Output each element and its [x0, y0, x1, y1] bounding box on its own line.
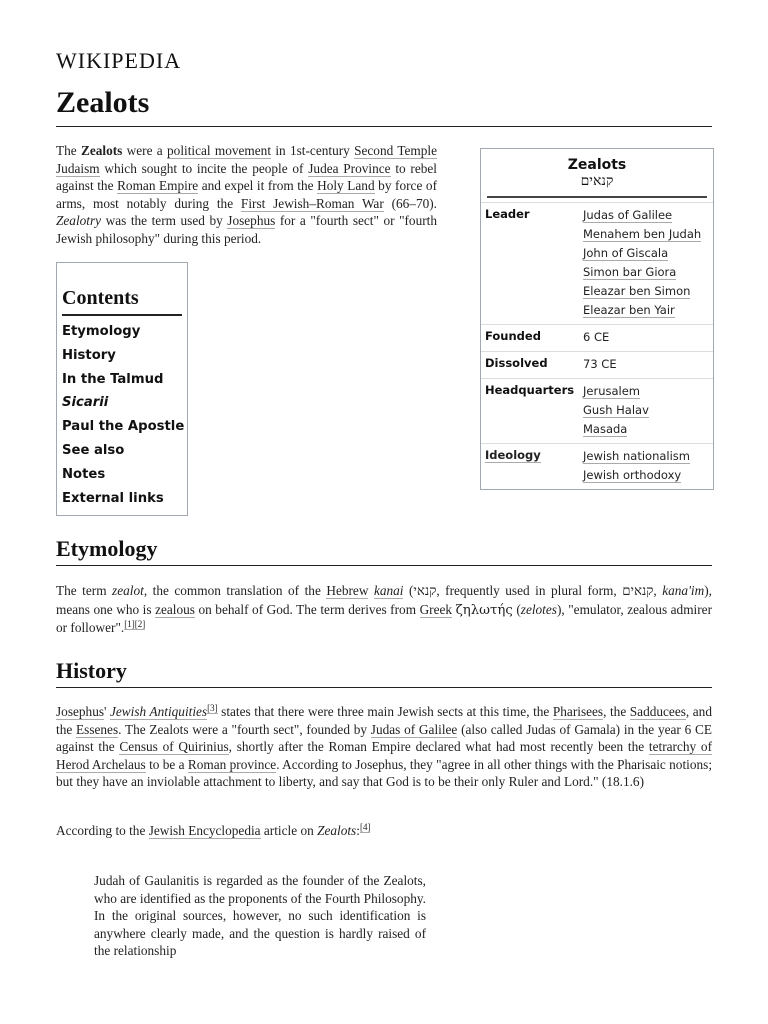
- infobox-row-dissolved: [481, 351, 713, 378]
- text: The term: [56, 583, 113, 598]
- infobox-link[interactable]: Masada: [583, 422, 628, 436]
- link-census-of-quirinius[interactable]: Census of Quirinius: [119, 739, 229, 754]
- text: ': [104, 704, 110, 719]
- history-intro-paragraph: [56, 822, 712, 840]
- italic-term: kana'im: [662, 583, 705, 598]
- text: , and the: [56, 704, 712, 737]
- infobox-value: 73 CE: [583, 357, 617, 371]
- link-pharisees[interactable]: Pharisees: [552, 704, 604, 719]
- section-divider: [56, 687, 712, 688]
- infobox-link[interactable]: Gush Halav: [583, 403, 649, 417]
- link-second-temple-judaism[interactable]: Second Temple Judaism: [56, 143, 437, 176]
- citation-link[interactable]: [4]: [359, 821, 371, 832]
- link-political-movement[interactable]: political movement: [167, 143, 272, 158]
- toc-item-see-also[interactable]: See also: [62, 442, 125, 458]
- link-tetrarchy-of-herod-archelaus[interactable]: tetrarchy of Herod Archelaus: [56, 739, 712, 772]
- bold-term: Zealots: [80, 143, 123, 158]
- infobox-link[interactable]: Jerusalem: [583, 384, 640, 398]
- citation-link[interactable]: [3]: [207, 702, 218, 713]
- text: were a: [122, 143, 168, 158]
- link-zealous[interactable]: zealous: [155, 601, 195, 617]
- infobox: [480, 148, 714, 490]
- title-divider: [56, 126, 712, 127]
- section-divider: [56, 565, 712, 566]
- text: article on: [260, 823, 318, 838]
- citation-link[interactable]: [1]: [124, 618, 135, 629]
- infobox-label: Headquarters: [485, 383, 575, 397]
- italic-term: Zealots: [317, 823, 357, 838]
- infobox-row-founded: [481, 324, 713, 351]
- text: (66–70).: [383, 195, 437, 211]
- link-roman-province[interactable]: Roman province: [187, 756, 277, 772]
- toc-title: Contents: [62, 287, 182, 316]
- infobox-value: 6 CE: [583, 330, 610, 344]
- infobox-link[interactable]: Judas of Galilee: [583, 208, 673, 222]
- greek-term: ζηλωτής: [455, 602, 513, 618]
- toc-item-history[interactable]: History: [62, 347, 116, 363]
- toc-item-etymology[interactable]: Etymology: [62, 324, 141, 339]
- text: was the term used by: [101, 213, 228, 228]
- italic-term: zelotes: [520, 601, 557, 617]
- hebrew-term: קנאי: [413, 584, 437, 599]
- table-of-contents: [56, 262, 188, 516]
- text: for a "fourth sect" or "fourth Jewish philosophy" during this period.: [56, 213, 437, 246]
- hebrew-term: קנאים: [622, 584, 654, 599]
- text: states that there were three main Jewish sects at this time, the: [217, 704, 553, 719]
- infobox-link[interactable]: Jewish orthodoxy: [583, 468, 682, 482]
- infobox-row-ideology: [481, 443, 713, 489]
- infobox-hebrew-subtitle: קנאים: [487, 173, 707, 198]
- infobox-label-link[interactable]: Ideology: [485, 448, 541, 462]
- link-jewish-antiquities[interactable]: Jewish Antiquities: [109, 704, 208, 719]
- text: on behalf of God. The term derives from: [194, 601, 420, 617]
- infobox-link[interactable]: Jewish nationalism: [583, 449, 690, 463]
- link-essenes[interactable]: Essenes: [76, 721, 119, 737]
- infobox-link[interactable]: Eleazar ben Yair: [583, 303, 675, 317]
- infobox-link[interactable]: Eleazar ben Simon: [583, 284, 691, 298]
- toc-item-sicarii[interactable]: Sicarii: [62, 395, 109, 411]
- text: :: [356, 823, 360, 838]
- text: , the: [603, 704, 630, 719]
- link-sadducees[interactable]: Sadducees: [629, 704, 686, 719]
- link-greek[interactable]: Greek: [419, 601, 453, 617]
- link-first-jewish-roman-war[interactable]: First Jewish–Roman War: [240, 195, 384, 211]
- wikipedia-wordmark[interactable]: WIKIPEDIA: [56, 48, 182, 73]
- citation-link[interactable]: [2]: [134, 618, 146, 629]
- page-title: Zealots: [56, 86, 150, 119]
- link-judea-province[interactable]: Judea Province: [308, 160, 391, 176]
- etymology-paragraph: [56, 582, 712, 637]
- infobox-link[interactable]: Menahem ben Judah: [583, 227, 702, 241]
- lead-paragraph: [56, 142, 437, 247]
- link-holy-land[interactable]: Holy Land: [317, 178, 375, 193]
- toc-item-notes[interactable]: Notes: [62, 466, 106, 482]
- text: According to the: [56, 823, 149, 838]
- text: to rebel against the: [56, 160, 437, 193]
- text: (also called Judas of Gamala) in the year 6 CE against the: [56, 721, 712, 754]
- infobox-link[interactable]: John of Giscala: [583, 246, 669, 260]
- italic-term: zealot: [112, 583, 144, 598]
- toc-item-external-links[interactable]: External links: [62, 490, 164, 506]
- block-quote: Judah of Gaulanitis is regarded as the founder of the Zealots, who are identified as the proponents of the Fourth Philosophy. In the original sources, however, no such identification is anywhere clearly made, and the question is hardly raised of the relationship: [94, 873, 426, 958]
- text: , shortly after the Roman Empire declared what had most recently been the: [228, 739, 649, 754]
- link-josephus[interactable]: Josephus: [227, 213, 276, 228]
- text: in 1st-century: [271, 143, 355, 158]
- text: (: [403, 583, 414, 598]
- text: ,: [653, 583, 663, 598]
- text: , frequently used in plural form,: [436, 583, 623, 598]
- text: ), "emulator, zealous admirer or follower".: [56, 601, 713, 635]
- infobox-row-headquarters: [481, 378, 713, 443]
- text: , the common translation of the: [143, 583, 327, 598]
- section-heading-history: History: [56, 658, 127, 683]
- link-jewish-encyclopedia[interactable]: Jewish Encyclopedia: [148, 823, 261, 838]
- text: . According to Josephus, they "agree in all other things with the Pharisaic notions; but they have an inviolable attachment to liberty, and say that God is to be their only Ruler and Lord." (18.1.6): [56, 756, 713, 789]
- text: The: [56, 143, 81, 158]
- history-paragraph: [56, 703, 712, 791]
- infobox-link[interactable]: Simon bar Giora: [583, 265, 677, 279]
- text: and expel it from the: [198, 178, 318, 193]
- infobox-row-leader: [481, 202, 713, 324]
- text: to be a: [145, 756, 188, 772]
- section-heading-etymology: Etymology: [56, 536, 158, 561]
- text: which sought to incite the people of: [99, 160, 309, 176]
- link-kanai[interactable]: kanai: [373, 583, 404, 598]
- link-hebrew[interactable]: Hebrew: [326, 583, 369, 598]
- text: (: [512, 601, 521, 617]
- text: by force of arms, most notably during the: [56, 178, 438, 211]
- link-josephus[interactable]: Josephus: [56, 704, 105, 719]
- link-judas-of-galilee[interactable]: Judas of Galilee: [370, 721, 458, 737]
- infobox-label: Founded: [485, 329, 541, 343]
- italic-term: Zealotry: [56, 213, 102, 228]
- infobox-title: Zealots: [567, 157, 627, 173]
- toc-item-in-the-talmud[interactable]: In the Talmud: [62, 371, 164, 387]
- text: ), means one who is: [56, 583, 712, 617]
- infobox-label: Dissolved: [485, 356, 548, 370]
- link-roman-empire[interactable]: Roman Empire: [117, 178, 199, 193]
- infobox-label: Leader: [485, 207, 530, 221]
- toc-item-paul-the-apostle[interactable]: Paul the Apostle: [62, 419, 185, 435]
- text: . The Zealots were a "fourth sect", founded by: [118, 721, 371, 737]
